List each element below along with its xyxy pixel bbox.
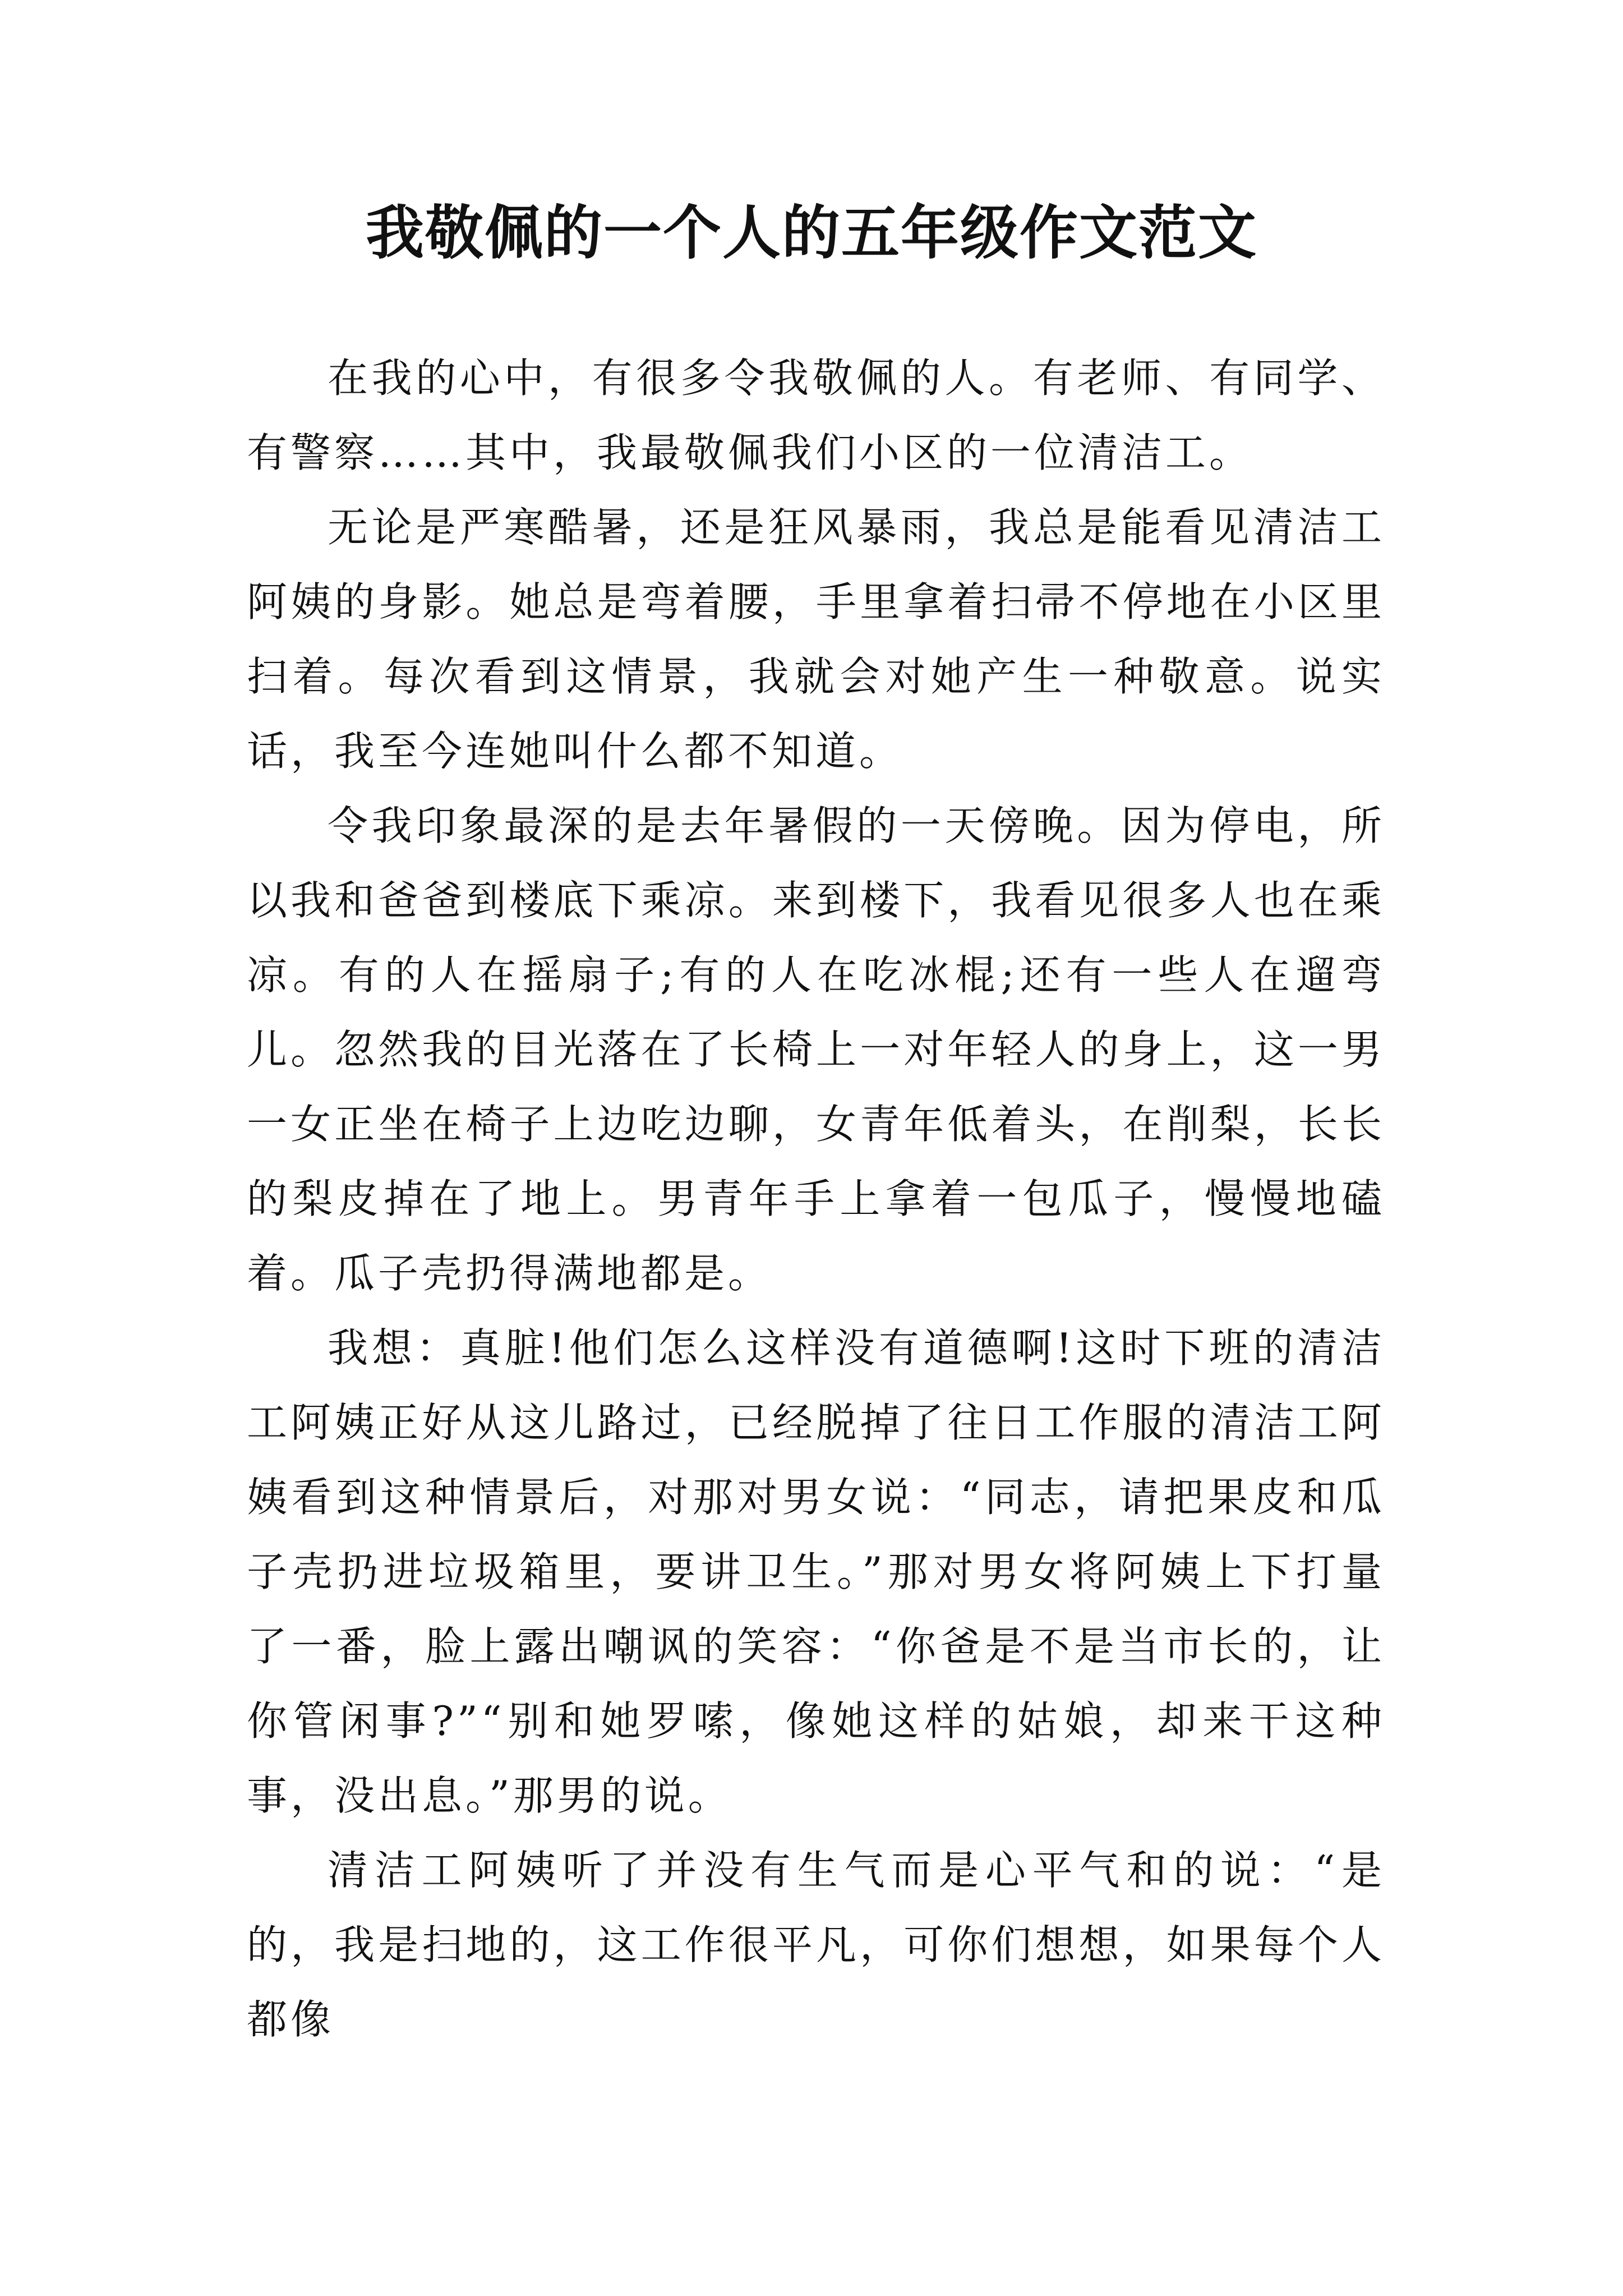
paragraph-1: 在我的心中，有很多令我敬佩的人。有老师、有同学、有警察……其中，我最敬佩我们小区的一位清洁工。 bbox=[247, 355, 1385, 476]
paragraph-4: 我想：真脏!他们怎么这样没有道德啊!这时下班的清洁工阿姨正好从这儿路过，已经脱掉了往日工作服的清洁工阿姨看到这种情景后，对那对男女说：“同志，请把果皮和瓜子壳扔进垃圾箱里，要讲卫生。”那对男女将阿姨上下打量了一番，脸上露出嘲讽的笑容：“你爸是不是当市长的，让你管闲事?”“别和她罗嗦，像她这样的姑娘，却来干这种事，没出息。”那男的说。 bbox=[247, 1324, 1385, 1819]
paragraph-2: 无论是严寒酷暑，还是狂风暴雨，我总是能看见清洁工阿姨的身影。她总是弯着腰，手里拿着扫帚不停地在小区里扫着。每次看到这情景，我就会对她产生一种敬意。说实话，我至今连她叫什么都不知道。 bbox=[247, 504, 1385, 775]
paragraph-3: 令我印象最深的是去年暑假的一天傍晚。因为停电，所以我和爸爸到楼底下乘凉。来到楼下，我看见很多人也在乘凉。有的人在摇扇子;有的人在吃冰棍;还有一些人在遛弯儿。忽然我的目光落在了长椅上一对年轻人的身上，这一男一女正坐在椅子上边吃边聊，女青年低着头，在削梨，长长的梨皮掉在了地上。男青年手上拿着一包瓜子，慢慢地磕着。瓜子壳扔得满地都是。 bbox=[247, 802, 1385, 1297]
paragraph-5: 清洁工阿姨听了并没有生气而是心平气和的说：“是的，我是扫地的，这工作很平凡，可你们想想，如果每个人都像 bbox=[247, 1847, 1385, 2043]
document-title: 我敬佩的一个人的五年级作文范文 bbox=[365, 198, 1257, 267]
document-body bbox=[247, 341, 1385, 2057]
